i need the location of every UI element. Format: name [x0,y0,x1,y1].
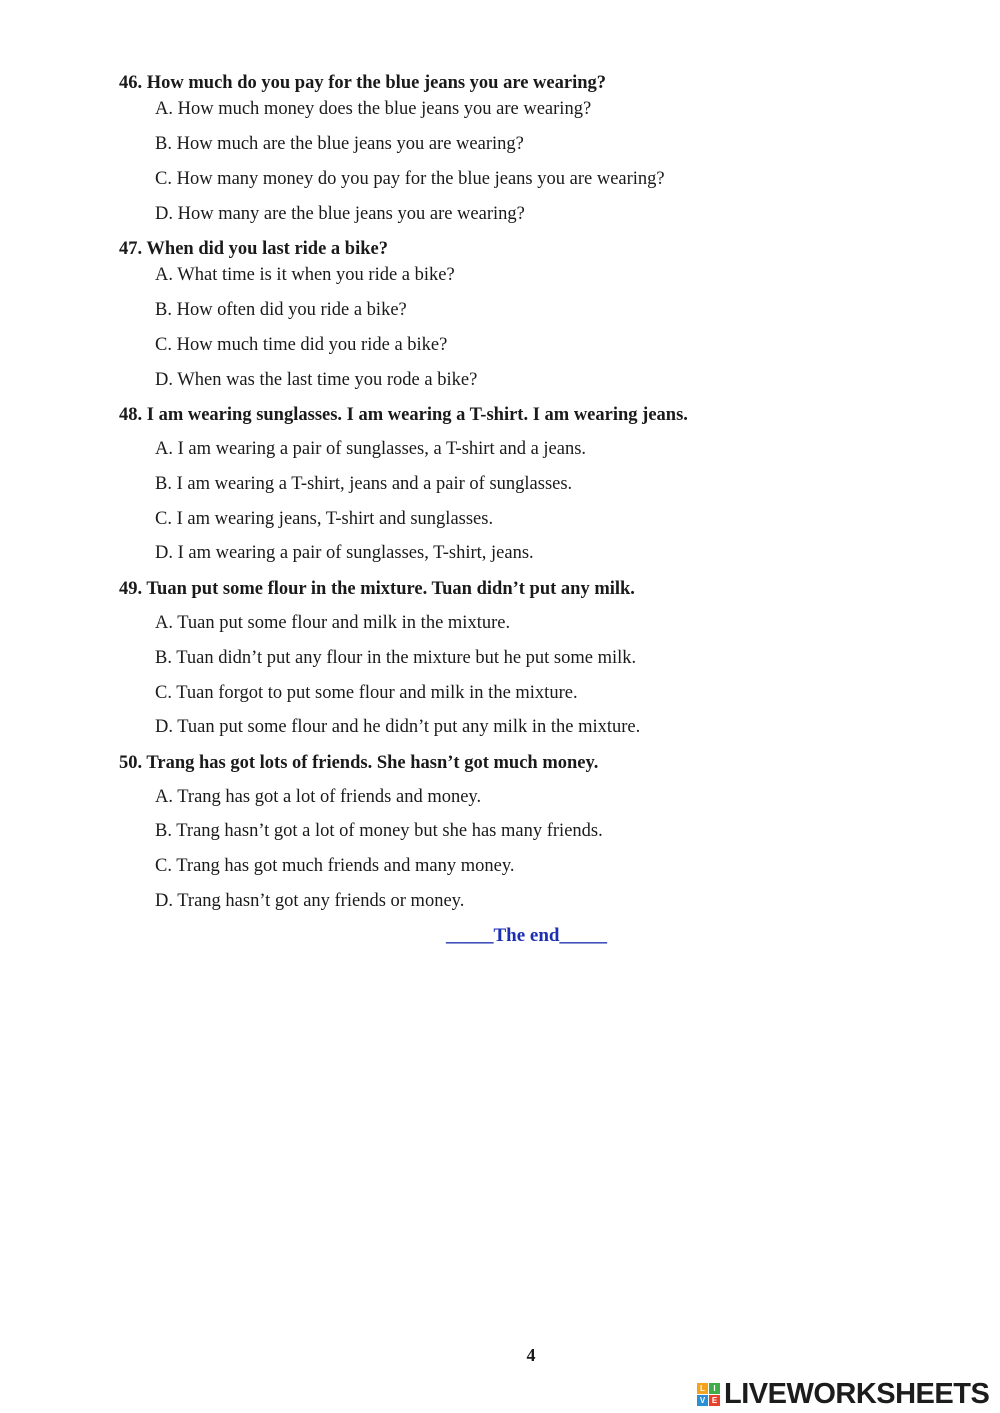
question-48-option-c[interactable]: C. I am wearing jeans, T-shirt and sunglasses. [155,509,494,529]
question-48-option-d[interactable]: D. I am wearing a pair of sunglasses, T-shirt, jeans. [155,543,534,563]
question-49-option-d[interactable]: D. Tuan put some flour and he didn’t put any milk in the mixture. [155,717,641,737]
question-49-prompt: 49. Tuan put some flour in the mixture. Tuan didn’t put any milk. [119,579,635,599]
question-50-prompt: 50. Trang has got lots of friends. She hasn’t got much money. [119,753,599,773]
end-marker: _____The end_____ [446,925,607,946]
question-47-option-b[interactable]: B. How often did you ride a bike? [155,300,407,320]
brand-name: LIVEWORKSHEETS [724,1378,990,1410]
question-50-option-a[interactable]: A. Trang has got a lot of friends and money. [155,787,482,807]
question-50-option-d[interactable]: D. Trang hasn’t got any friends or money. [155,891,465,911]
question-47-option-d[interactable]: D. When was the last time you rode a bike? [155,370,478,390]
question-47-prompt: 47. When did you last ride a bike? [119,239,388,259]
question-50-option-c[interactable]: C. Trang has got much friends and many money. [155,856,515,876]
question-46-prompt: 46. How much do you pay for the blue jeans you are wearing? [119,73,607,93]
question-48-option-b[interactable]: B. I am wearing a T-shirt, jeans and a pair of sunglasses. [155,474,573,494]
question-48-prompt: 48. I am wearing sunglasses. I am wearing a T-shirt. I am wearing jeans. [119,405,688,425]
question-49-option-a[interactable]: A. Tuan put some flour and milk in the mixture. [155,613,511,633]
question-50-option-b[interactable]: B. Trang hasn’t got a lot of money but she has many friends. [155,821,603,841]
question-48-option-a[interactable]: A. I am wearing a pair of sunglasses, a T-shirt and a jeans. [155,439,587,459]
logo-cell-e: E [709,1395,720,1406]
logo-cell-i: I [709,1383,720,1394]
question-47-option-a[interactable]: A. What time is it when you ride a bike? [155,265,455,285]
logo-cell-v: V [697,1395,708,1406]
question-47-option-c[interactable]: C. How much time did you ride a bike? [155,335,448,355]
page-number: 4 [526,1345,536,1365]
logo-cell-l: L [697,1383,708,1394]
liveworksheets-logo-icon [697,1383,720,1406]
liveworksheets-brand[interactable] [697,1378,989,1411]
question-46-option-c[interactable]: C. How many money do you pay for the blue jeans you are wearing? [155,169,665,189]
question-49-option-c[interactable]: C. Tuan forgot to put some flour and milk in the mixture. [155,683,578,703]
question-49-option-b[interactable]: B. Tuan didn’t put any flour in the mixture but he put some milk. [155,648,637,668]
question-46-option-a[interactable]: A. How much money does the blue jeans you are wearing? [155,99,592,119]
question-46-option-b[interactable]: B. How much are the blue jeans you are wearing? [155,134,524,154]
question-46-option-d[interactable]: D. How many are the blue jeans you are wearing? [155,204,525,224]
